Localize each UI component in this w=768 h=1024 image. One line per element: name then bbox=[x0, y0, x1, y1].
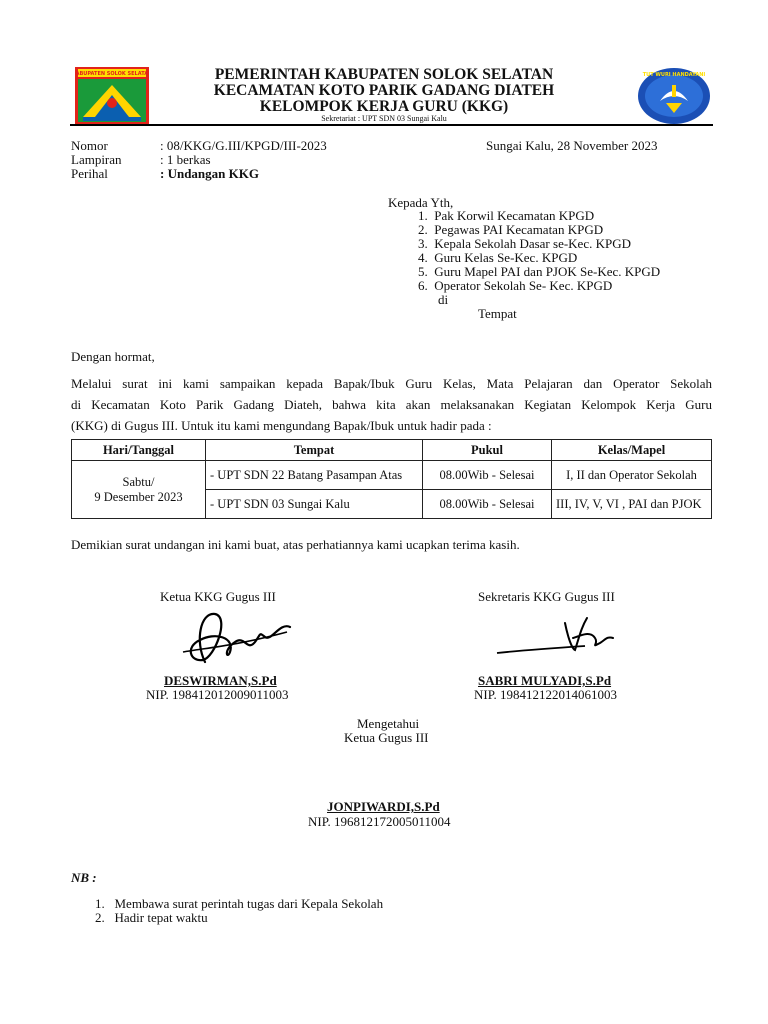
note-item: 1. Membawa surat perintah tugas dari Kepala Sekolah bbox=[95, 896, 384, 911]
letterhead-line-3: KELOMPOK KERJA GURU (KKG) bbox=[259, 98, 509, 115]
recipient-item: 4. Guru Kelas Se-Kec. KPGD bbox=[418, 250, 578, 265]
right-signature bbox=[495, 608, 620, 668]
letterhead-line-1: PEMERINTAH KABUPATEN SOLOK SELATAN bbox=[214, 66, 554, 83]
greeting: Dengan hormat, bbox=[71, 349, 155, 364]
left-signatory-nip: NIP. 198412012009011003 bbox=[146, 687, 289, 702]
kelas-cell: I, II dan Operator Sekolah bbox=[552, 461, 712, 490]
nomor-value: : 08/KKG/G.III/KPGD/III-2023 bbox=[160, 138, 327, 153]
day-text: Sabtu/ bbox=[122, 474, 155, 489]
notes-label: NB : bbox=[71, 870, 97, 885]
paragraph-line: di Kecamatan Koto Parik Gadang Diateh, bahwa kita akan melaksanakan Kegiatan Kelompok Kerja Guru bbox=[71, 397, 712, 412]
acknowledge-title: Ketua Gugus III bbox=[344, 730, 429, 745]
right-signatory-name: SABRI MULYADI,S.Pd bbox=[478, 673, 612, 688]
table-header-cell: Kelas/Mapel bbox=[552, 440, 712, 461]
note-item: 2. Hadir tepat waktu bbox=[95, 910, 208, 925]
acknowledge-label: Mengetahui bbox=[357, 716, 420, 731]
place-date: Sungai Kalu, 28 November 2023 bbox=[486, 138, 658, 153]
table-row bbox=[72, 461, 712, 490]
recipient-item: 3. Kepala Sekolah Dasar se-Kec. KPGD bbox=[418, 236, 631, 251]
pukul-cell: 08.00Wib - Selesai bbox=[423, 490, 552, 519]
table-header-cell: Hari/Tanggal bbox=[72, 440, 206, 461]
date-text: 9 Desember 2023 bbox=[94, 489, 183, 504]
recipient-item: 1. Pak Korwil Kecamatan KPGD bbox=[418, 208, 595, 223]
recipient-intro: Kepada Yth, bbox=[388, 195, 454, 210]
center-signatory-name: JONPIWARDI,S.Pd bbox=[327, 799, 440, 814]
recipient-di: di bbox=[438, 292, 449, 307]
right-signatory-title: Sekretaris KKG Gugus III bbox=[478, 589, 615, 604]
date-cell bbox=[72, 461, 206, 519]
table-header-row bbox=[72, 440, 712, 461]
paragraph-line: (KKG) di Gugus III. Untuk itu kami mengundang Bapak/Ibuk untuk hadir pada : bbox=[71, 418, 492, 433]
recipient-tempat: Tempat bbox=[478, 306, 517, 321]
recipient-item: 2. Pegawas PAI Kecamatan KPGD bbox=[418, 222, 604, 237]
left-signature bbox=[175, 602, 295, 672]
tempat-cell: - UPT SDN 22 Batang Pasampan Atas bbox=[206, 461, 423, 490]
table-header-cell: Tempat bbox=[206, 440, 423, 461]
regency-logo-text: KABUPATEN SOLOK SELATAN bbox=[75, 71, 149, 78]
pukul-cell: 08.00Wib - Selesai bbox=[423, 461, 552, 490]
table-header-cell: Pukul bbox=[423, 440, 552, 461]
perihal-label: Perihal bbox=[71, 166, 108, 181]
right-signatory-nip: NIP. 198412122014061003 bbox=[474, 687, 618, 702]
letterhead-line-2: KECAMATAN KOTO PARIK GADANG DIATEH bbox=[213, 82, 555, 99]
kelas-cell: III, IV, V, VI , PAI dan PJOK bbox=[552, 490, 712, 519]
tempat-cell: - UPT SDN 03 Sungai Kalu bbox=[206, 490, 423, 519]
nomor-label: Nomor bbox=[71, 138, 108, 153]
logo-motto-text: TUT WURI HANDAYANI bbox=[642, 72, 706, 78]
perihal-value: : Undangan KKG bbox=[160, 166, 259, 181]
letterhead-rule bbox=[70, 124, 713, 126]
center-signatory-nip: NIP. 196812172005011004 bbox=[308, 814, 451, 829]
lampiran-label: Lampiran bbox=[71, 152, 122, 167]
paragraph-line: Melalui surat ini kami sampaikan kepada Bapak/Ibuk Guru Kelas, Mata Pelajaran dan Operator Sekolah bbox=[71, 376, 712, 391]
closing-text: Demikian surat undangan ini kami buat, atas perhatiannya kami ucapkan terima kasih. bbox=[71, 537, 520, 552]
recipient-item: 5. Guru Mapel PAI dan PJOK Se-Kec. KPGD bbox=[418, 264, 661, 279]
schedule-table bbox=[71, 439, 712, 519]
recipient-item: 6. Operator Sekolah Se- Kec. KPGD bbox=[418, 278, 613, 293]
left-signatory-name: DESWIRMAN,S.Pd bbox=[164, 673, 277, 688]
lampiran-value: : 1 berkas bbox=[160, 152, 211, 167]
left-signatory-title: Ketua KKG Gugus III bbox=[160, 589, 276, 604]
secretariat-address: Sekretariat : UPT SDN 03 Sungai Kalu bbox=[321, 114, 447, 123]
